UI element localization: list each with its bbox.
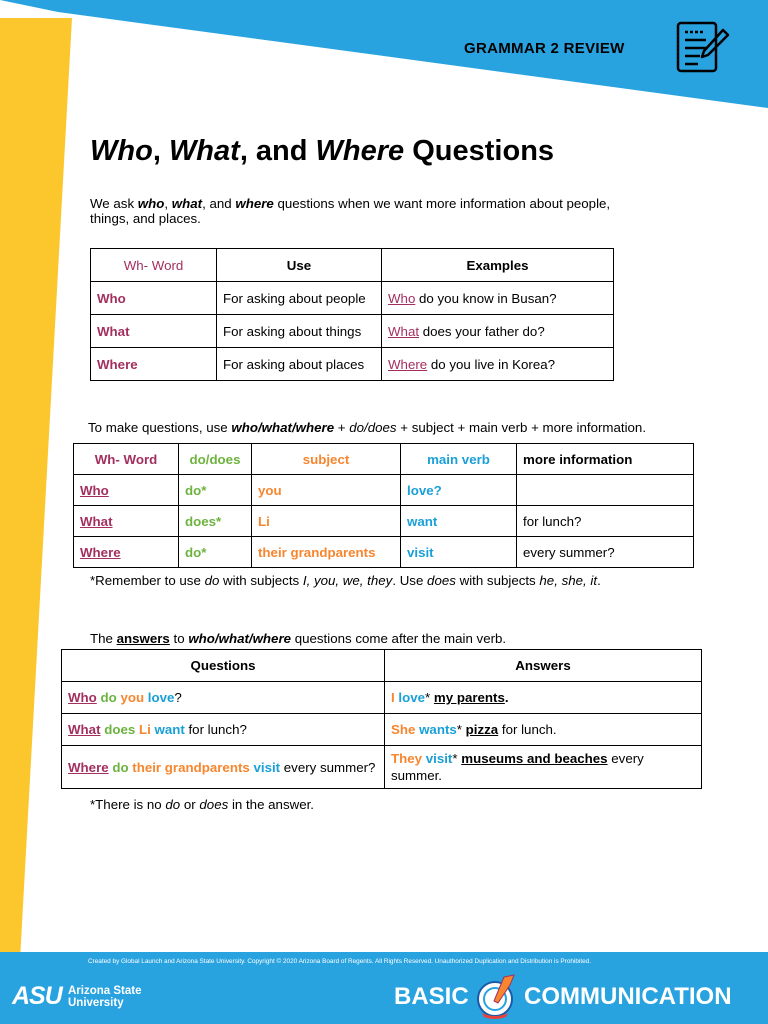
- intro-paragraph: We ask who, what, and where questions when we want more information about people, things, and places.: [90, 196, 611, 226]
- table-row: [62, 714, 702, 746]
- col-header-wh-word: Wh- Word: [91, 249, 217, 282]
- col-header-main-verb: main verb: [401, 444, 517, 475]
- table-row: [74, 506, 694, 537]
- asu-name: Arizona State University: [68, 985, 142, 1009]
- main-verb-cell: want: [401, 506, 517, 537]
- wh-word-cell: Where: [74, 537, 179, 568]
- basic-label: BASIC: [394, 983, 469, 1010]
- col-header-subject: subject: [252, 444, 401, 475]
- use-cell: For asking about people: [217, 282, 382, 315]
- col-header-more-information: more information: [517, 444, 694, 475]
- table-header-row: [74, 444, 694, 475]
- example-cell: What does your father do?: [382, 315, 614, 348]
- table-row: [74, 475, 694, 506]
- copyright-notice: Created by Global Launch and Arizona State University. Copyright © 2020 Arizona Board of Regents. All Rights Reserved. Unauthorized Duplication and Distribution is Prohibited.: [88, 958, 591, 965]
- col-header-wh-word: Wh- Word: [74, 444, 179, 475]
- header-title: GRAMMAR 2 REVIEW: [464, 40, 625, 57]
- question-cell: Who do you love?: [62, 682, 385, 714]
- question-cell: What does Li want for lunch?: [62, 714, 385, 746]
- subject-cell: their grandparents: [252, 537, 401, 568]
- answer-cell: She wants* pizza for lunch.: [385, 714, 702, 746]
- main-verb-cell: love?: [401, 475, 517, 506]
- communication-label: COMMUNICATION: [524, 983, 732, 1010]
- wh-word-cell: Where: [91, 348, 217, 381]
- do-does-cell: do*: [179, 475, 252, 506]
- table-row: [91, 282, 614, 315]
- main-verb-cell: visit: [401, 537, 517, 568]
- col-header-do-does: do/does: [179, 444, 252, 475]
- table-header-row: [62, 650, 702, 682]
- answer-cell: I love* my parents.: [385, 682, 702, 714]
- do-does-cell: do*: [179, 537, 252, 568]
- no-do-does-note: *There is no do or does in the answer.: [90, 797, 314, 812]
- do-does-cell: does*: [179, 506, 252, 537]
- table-row: [91, 315, 614, 348]
- more-info-cell: every summer?: [517, 537, 694, 568]
- formula-paragraph: To make questions, use who/what/where + do/does + subject + main verb + more information.: [88, 420, 647, 435]
- col-header-questions: Questions: [62, 650, 385, 682]
- do-does-note: *Remember to use do with subjects I, you, we, they. Use does with subjects he, she, it.: [90, 573, 601, 588]
- document-pen-icon: [676, 20, 732, 74]
- wh-word-cell: Who: [74, 475, 179, 506]
- wh-word-use-table: [90, 248, 614, 381]
- table-header-row: [91, 249, 614, 282]
- answers-intro: The answers to who/what/where questions come after the main verb.: [90, 631, 507, 646]
- subject-cell: you: [252, 475, 401, 506]
- wh-word-cell: What: [91, 315, 217, 348]
- wh-word-cell: Who: [91, 282, 217, 315]
- use-cell: For asking about places: [217, 348, 382, 381]
- example-cell: Where do you live in Korea?: [382, 348, 614, 381]
- table-row: [62, 682, 702, 714]
- basic-communication-logo: [474, 973, 520, 1021]
- wh-word-cell: What: [74, 506, 179, 537]
- table-row: [62, 746, 702, 789]
- question-cell: Where do their grandparents visit every summer?: [62, 746, 385, 789]
- table-row: [74, 537, 694, 568]
- more-info-cell: [517, 475, 694, 506]
- answer-cell: They visit* museums and beaches every summer.: [385, 746, 702, 789]
- col-header-use: Use: [217, 249, 382, 282]
- more-info-cell: for lunch?: [517, 506, 694, 537]
- asu-mark: ASU: [12, 982, 62, 1010]
- use-cell: For asking about things: [217, 315, 382, 348]
- example-cell: Who do you know in Busan?: [382, 282, 614, 315]
- question-structure-table: [73, 443, 694, 568]
- col-header-examples: Examples: [382, 249, 614, 282]
- page-title: Who, What, and Where Questions: [90, 135, 555, 167]
- questions-answers-table: [61, 649, 702, 789]
- table-row: [91, 348, 614, 381]
- subject-cell: Li: [252, 506, 401, 537]
- col-header-answers: Answers: [385, 650, 702, 682]
